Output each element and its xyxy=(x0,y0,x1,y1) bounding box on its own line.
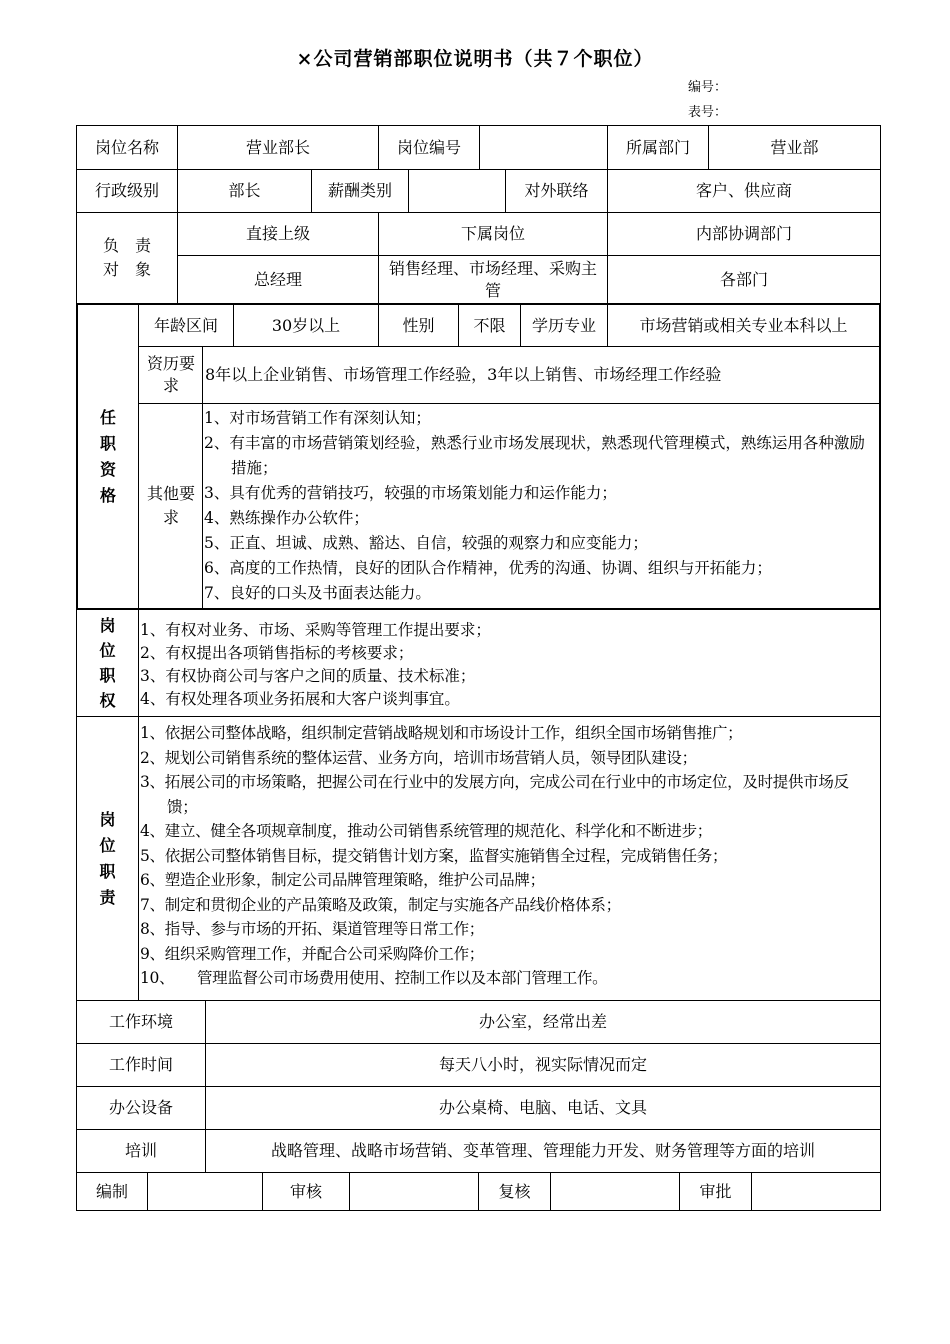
internal-coordination-label: 内部协调部门 xyxy=(695,224,792,243)
authority-label-char: 职 xyxy=(99,666,116,685)
gender-value: 不限 xyxy=(473,315,506,335)
work-time-value: 每天八小时，视实际情况而定 xyxy=(438,1055,647,1074)
authority-list xyxy=(140,619,878,711)
responsibility-object-label xyxy=(77,213,177,303)
list-item: 1、依据公司整体战略，组织制定营销战略规划和市场设计工作，组织全国市场销售推广； xyxy=(140,724,743,742)
training-value: 战略管理、战略市场营销、变革管理、管理能力开发、财务管理等方面的培训 xyxy=(270,1141,815,1160)
recheck-label: 复核 xyxy=(498,1181,531,1201)
review-value xyxy=(350,1173,478,1210)
qualification-label-char: 资 xyxy=(99,459,116,479)
compile-label: 编制 xyxy=(95,1181,128,1201)
responsibility-label-line2: 对 象 xyxy=(102,260,151,279)
subordinate-label: 下属岗位 xyxy=(460,224,525,243)
duties-label-char: 位 xyxy=(99,835,116,855)
work-environment-value: 办公室，经常出差 xyxy=(478,1012,607,1031)
list-item: 1、有权对业务、市场、采购等管理工作提出要求； xyxy=(140,621,491,639)
position-code-label: 岗位编号 xyxy=(396,137,461,157)
qualification-section-label xyxy=(78,305,138,608)
list-item: 7、良好的口头及书面表达能力。 xyxy=(204,584,431,602)
duties-label-char: 岗 xyxy=(99,809,116,829)
work-environment-label: 工作环境 xyxy=(108,1012,173,1031)
duties-section-label xyxy=(77,717,138,1000)
age-value: 30岁以上 xyxy=(271,315,341,335)
approve-value xyxy=(752,1173,880,1210)
recheck-value xyxy=(551,1173,679,1210)
list-item: 10、 管理监督公司市场费用使用、控制工作以及本部门管理工作。 xyxy=(140,969,608,987)
education-value: 市场营销或相关专业本科以上 xyxy=(639,315,848,335)
list-item: 2、有丰富的市场营销策划经验，熟悉行业市场发展现状，熟悉现代管理模式，熟练运用各种激励措施； xyxy=(204,434,865,477)
form-number-label: 表号： xyxy=(688,105,728,120)
list-item: 6、塑造企业形象，制定公司品牌管理策略，维护公司品牌； xyxy=(140,871,545,889)
qualification-label-char: 格 xyxy=(99,485,116,505)
salary-type-value xyxy=(409,170,505,212)
list-item: 3、拓展公司的市场策略，把握公司在行业中的发展方向，完成公司在行业中的市场定位，及时提供市场反馈； xyxy=(140,773,849,816)
list-item: 7、制定和贯彻企业的产品策略及政策，制定与实施各产品线价格体系； xyxy=(140,895,621,914)
subordinate-value: 销售经理、市场经理、采购主管 xyxy=(388,258,597,300)
position-code-value xyxy=(480,126,607,169)
office-equipment-label: 办公设备 xyxy=(108,1098,173,1117)
list-item: 4、建立、健全各项规章制度，推动公司销售系统管理的规范化、科学化和不断进步； xyxy=(140,822,712,840)
age-label: 年龄区间 xyxy=(153,315,218,335)
experience-value: 8年以上企业销售、市场管理工作经验，3年以上销售、市场经理工作经验 xyxy=(205,365,722,384)
salary-type-label: 薪酬类别 xyxy=(327,181,392,200)
document-number-label: 编号： xyxy=(688,80,728,95)
department-value: 营业部 xyxy=(770,137,819,157)
review-label: 审核 xyxy=(289,1181,322,1201)
education-label: 学历专业 xyxy=(531,315,596,335)
list-item: 9、组织采购管理工作，并配合公司采购降价工作； xyxy=(140,944,484,963)
other-requirements-label: 其他要求 xyxy=(146,484,195,527)
other-requirements-list xyxy=(204,406,880,606)
training-label: 培训 xyxy=(124,1141,157,1160)
duties-label-char: 职 xyxy=(99,861,116,881)
position-name-value: 营业部长 xyxy=(245,137,310,157)
duties-label-char: 责 xyxy=(99,887,116,907)
work-time-label: 工作时间 xyxy=(108,1055,173,1074)
qualification-label-char: 职 xyxy=(99,433,116,453)
list-item: 8、指导、参与市场的开拓、渠道管理等日常工作； xyxy=(140,920,484,938)
authority-section-label xyxy=(77,610,138,716)
admin-level-value: 部长 xyxy=(228,181,261,200)
list-item: 4、熟练操作办公软件； xyxy=(204,509,369,527)
authority-label-char: 位 xyxy=(99,641,116,660)
list-item: 5、正直、坦诚、成熟、豁达、自信，较强的观察力和应变能力； xyxy=(204,534,648,552)
list-item: 6、高度的工作热情，良好的团队合作精神，优秀的沟通、协调、组织与开拓能力； xyxy=(204,559,772,577)
list-item: 3、具有优秀的营销技巧，较强的市场策划能力和运作能力； xyxy=(204,484,617,502)
list-item: 4、有权处理各项业务拓展和大客户谈判事宜。 xyxy=(140,690,460,708)
list-item: 5、依据公司整体销售目标，提交销售计划方案，监督实施销售全过程，完成销售任务； xyxy=(140,846,728,865)
external-contact-label: 对外联络 xyxy=(524,181,589,200)
internal-coordination-value: 各部门 xyxy=(719,269,768,289)
authority-label-char: 权 xyxy=(99,691,116,710)
external-contact-value: 客户、供应商 xyxy=(695,181,792,200)
position-name-label: 岗位名称 xyxy=(94,137,159,157)
direct-superior-value: 总经理 xyxy=(253,269,302,289)
list-item: 3、有权协商公司与客户之间的质量、技术标准； xyxy=(140,667,476,685)
direct-superior-label: 直接上级 xyxy=(245,224,310,243)
compile-value xyxy=(148,1173,262,1210)
list-item: 1、对市场营销工作有深刻认知； xyxy=(204,409,431,427)
authority-label-char: 岗 xyxy=(99,616,116,635)
list-item: 2、规划公司销售系统的整体运营、业务方向，培训市场营销人员，领导团队建设； xyxy=(140,748,697,767)
gender-label: 性别 xyxy=(402,315,435,335)
department-label: 所属部门 xyxy=(625,137,690,157)
duties-list xyxy=(140,721,879,991)
office-equipment-value: 办公桌椅、电脑、电话、文具 xyxy=(438,1098,647,1117)
document-title: ×公司营销部职位说明书（共７个职位） xyxy=(296,48,654,70)
admin-level-label: 行政级别 xyxy=(94,181,159,200)
responsibility-label-line1: 负 责 xyxy=(102,236,151,255)
qualification-label-char: 任 xyxy=(99,407,116,427)
approve-label: 审批 xyxy=(699,1181,732,1201)
experience-label: 资历要求 xyxy=(146,354,195,395)
list-item: 2、有权提出各项销售指标的考核要求； xyxy=(140,644,414,662)
